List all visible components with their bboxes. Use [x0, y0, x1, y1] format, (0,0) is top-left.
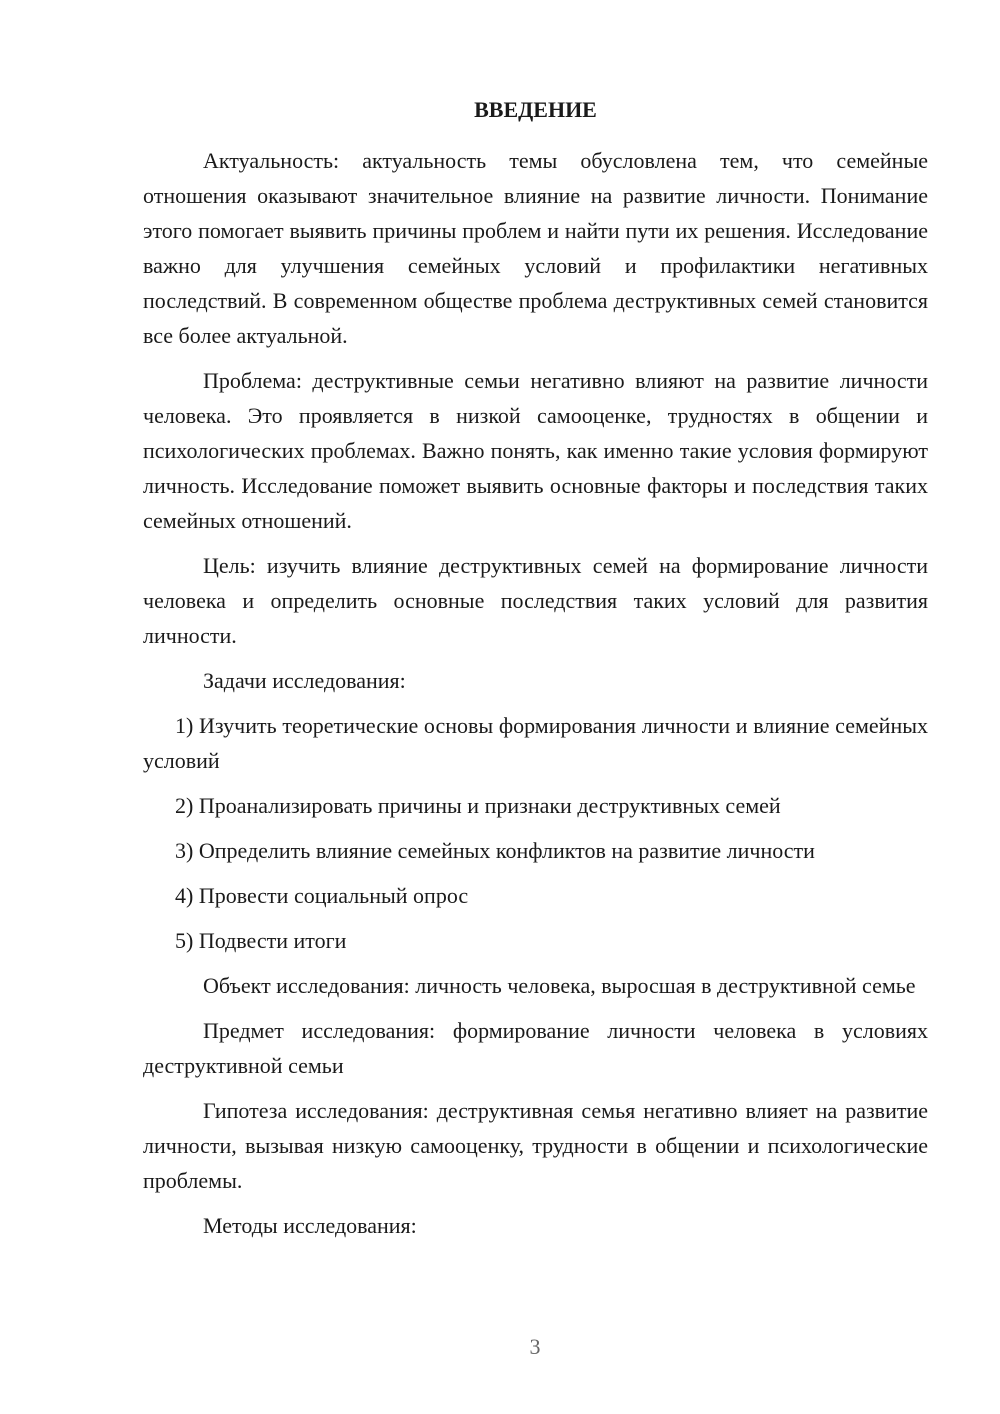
- paragraph-hypothesis: Гипотеза исследования: деструктивная семья негативно влияет на развитие личности, вызывая низкую самооценку, трудности в общении и психологические проблемы.: [143, 1098, 928, 1193]
- tasks-list: [143, 708, 928, 958]
- list-item: 1) Изучить теоретические основы формирования личности и влияние семейных условий: [143, 713, 928, 773]
- tasks-heading: Задачи исследования:: [203, 668, 406, 693]
- paragraph-goal: Цель: изучить влияние деструктивных семей на формирование личности человека и определить основные последствия таких условий для развития личности.: [143, 553, 928, 648]
- document-page: [143, 95, 928, 1253]
- list-item: 5) Подвести итоги: [175, 928, 347, 953]
- section-title: ВВЕДЕНИЕ: [474, 97, 597, 122]
- list-item: 4) Провести социальный опрос: [175, 883, 469, 908]
- paragraph-object: Объект исследования: личность человека, выросшая в деструктивной семье: [203, 973, 916, 998]
- paragraph-subject: Предмет исследования: формирование личности человека в условиях деструктивной семьи: [143, 1018, 928, 1078]
- list-item: 2) Проанализировать причины и признаки деструктивных семей: [175, 793, 781, 818]
- methods-heading: Методы исследования:: [203, 1213, 417, 1238]
- paragraph-problem: Проблема: деструктивные семьи негативно влияют на развитие личности человека. Это проявляется в низкой самооценке, трудностях в общении и психологических проблемах. Важно понять, как именно такие условия формируют личность. Исследование поможет выявить основные факторы и последствия таких семейных отношений.: [143, 368, 928, 533]
- page-number: 3: [529, 1334, 541, 1359]
- list-item: 3) Определить влияние семейных конфликтов на развитие личности: [175, 838, 815, 863]
- paragraph-relevance: Актуальность: актуальность темы обусловлена тем, что семейные отношения оказывают значительное влияние на развитие личности. Понимание этого помогает выявить причины проблем и найти пути их решения. Исследование важно для улучшения семейных условий и профилактики негативных последствий. В современном обществе проблема деструктивных семей становится все более актуальной.: [143, 148, 928, 348]
